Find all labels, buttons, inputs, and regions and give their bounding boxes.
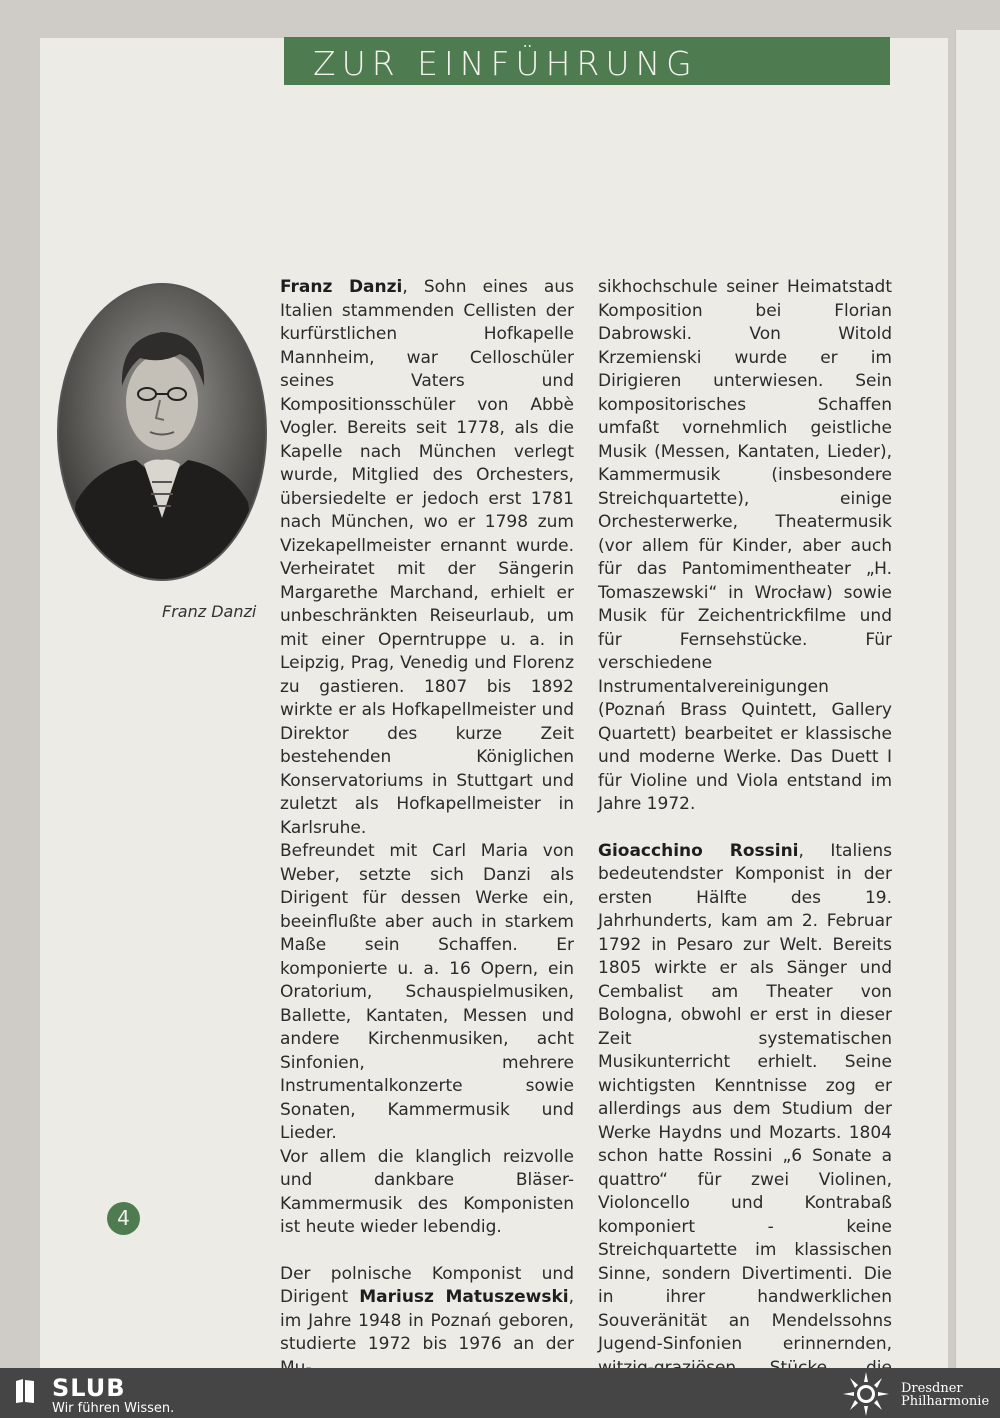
page-number-badge: 4 xyxy=(107,1202,140,1235)
slub-logo[interactable]: SLUB xyxy=(52,1374,126,1402)
partner-name[interactable]: Dresdner Philharmonie xyxy=(901,1381,990,1409)
paragraph-danzi-3: Vor allem die klanglich reizvolle und dankbare Bläser-Kammermusik des Komponisten ist heute wieder lebendig. xyxy=(280,1146,574,1237)
rossini-name: Gioacchino Rossini xyxy=(598,840,799,861)
next-page-edge xyxy=(955,30,1000,1368)
paragraph-rossini: Gioacchino Rossini, Italiens bedeutendster Komponist in der ersten Hälfte des 19. Jahrhunderts, kam am 2. Februar 1792 in Pesaro zur Welt. Bereits 1805 wirkte er als Sänger und Cembalist am Theater von Bologna, obwohl er erst in dieser Zeit systematischen Musikunterricht erhielt. Seine wichtigsten Kenntnisse zog er allerdings aus dem Studium der Werke Haydns und Mozarts. 1804 schon hatte Rossini „6 Sonate a quattro“ für zwei Violinen, Violoncello und Kontrabaß komponiert - keine Streichquartette im klassischen Sinne, sondern Divertimenti. Die in ihrer handwerklichen Souveränität an Mendelssohns Jugend-Sinfonien erinnernden, xyxy=(598,840,892,1354)
text-column-left xyxy=(280,276,574,1380)
slub-tagline: Wir führen Wissen. xyxy=(52,1401,175,1416)
paragraph-danzi-2: Befreundet mit Carl Maria von Weber, setzte sich Danzi als Dirigent für dessen Werke ein, beeinflußte aber auch in starkem Maße sein Schaffen. Er komponierte u. a. 16 Opern, ein Oratorium, Schauspielmusiken, Ballette, Kantaten, Messen und andere Kirchenmusiken, acht Sinfonien, mehrere Instrumentalkonzerte sowie Sonaten, Kammermusik und Lieder. xyxy=(280,841,574,1143)
text-column-right xyxy=(598,276,892,1404)
sunburst-logo-icon[interactable] xyxy=(843,1372,889,1416)
paragraph-danzi: Franz Danzi, Sohn eines aus Italien stammenden Cellisten der kurfürstlichen Hofkapelle Mannheim, war Celloschüler seines Vaters und Kompositionsschüler von Abbè Vogler. Bereits seit 1778, als die Kapelle nach München verlegt wurde, Mitglied des Orchesters, übersiedelte er jedoch erst 1781 nach München, wo er 1798 zum Vizekapellmeister ernannt wurde. Verheiratet mit der Sängerin Margarethe Marchand, erhielt er unbeschränkten Reiseurlaub, um mit einer Operntruppe u. a. in Leipzig, Prag, Venedig und Florenz zu gastieren. 1807 bis 1892 wirkte er als Hofkapellmeister und Direktor des kurze Zeit bestehenden Königlichen Konservatoriums in Stuttgart und zuletzt als Hofkapellmeister in Karlsruhe. xyxy=(280,277,574,838)
portrait-image xyxy=(56,282,268,582)
matuszewski-name: Mariusz Matuszewski xyxy=(359,1287,569,1307)
paragraph-matuszewski-cont: sikhochschule seiner Heimatstadt Komposition bei Florian Dabrowski. Von Witold Krzemienski wurde er im Dirigieren unterwiesen. Sein kompositorisches Schaffen umfaßt vornehmlich geistliche Musik (Messen, Kantaten, Lieder), Kammermusik (insbesondere Streichquartette), einige Orchesterwerke, Theatermusik (vor allem für Kinder, aber auch für das Pantomimentheater „H. Tomaszewski“ in Wrocław) sowie Musik für Zeichentrickfilme und für Fernsehstücke. Für verschiedene Instrumentalvereinigungen (Poznań Brass Quintett, Gallery Quartett) bearbeitet er klassische und moderne Werke. Das Duett I für Violine und Viola entstand im Jahre 1972. xyxy=(598,277,892,814)
danzi-name: Franz Danzi xyxy=(280,277,403,297)
paragraph-matuszewski: Der polnische Komponist und Dirigent Mariusz Matuszewski, im Jahre 1948 in Poznań geboren, studierte 1972 bis 1976 an der xyxy=(280,1263,574,1354)
portrait-caption: Franz Danzi xyxy=(162,602,257,621)
page-title: ZUR EINFÜHRUNG xyxy=(313,44,698,83)
book-icon xyxy=(14,1378,36,1404)
